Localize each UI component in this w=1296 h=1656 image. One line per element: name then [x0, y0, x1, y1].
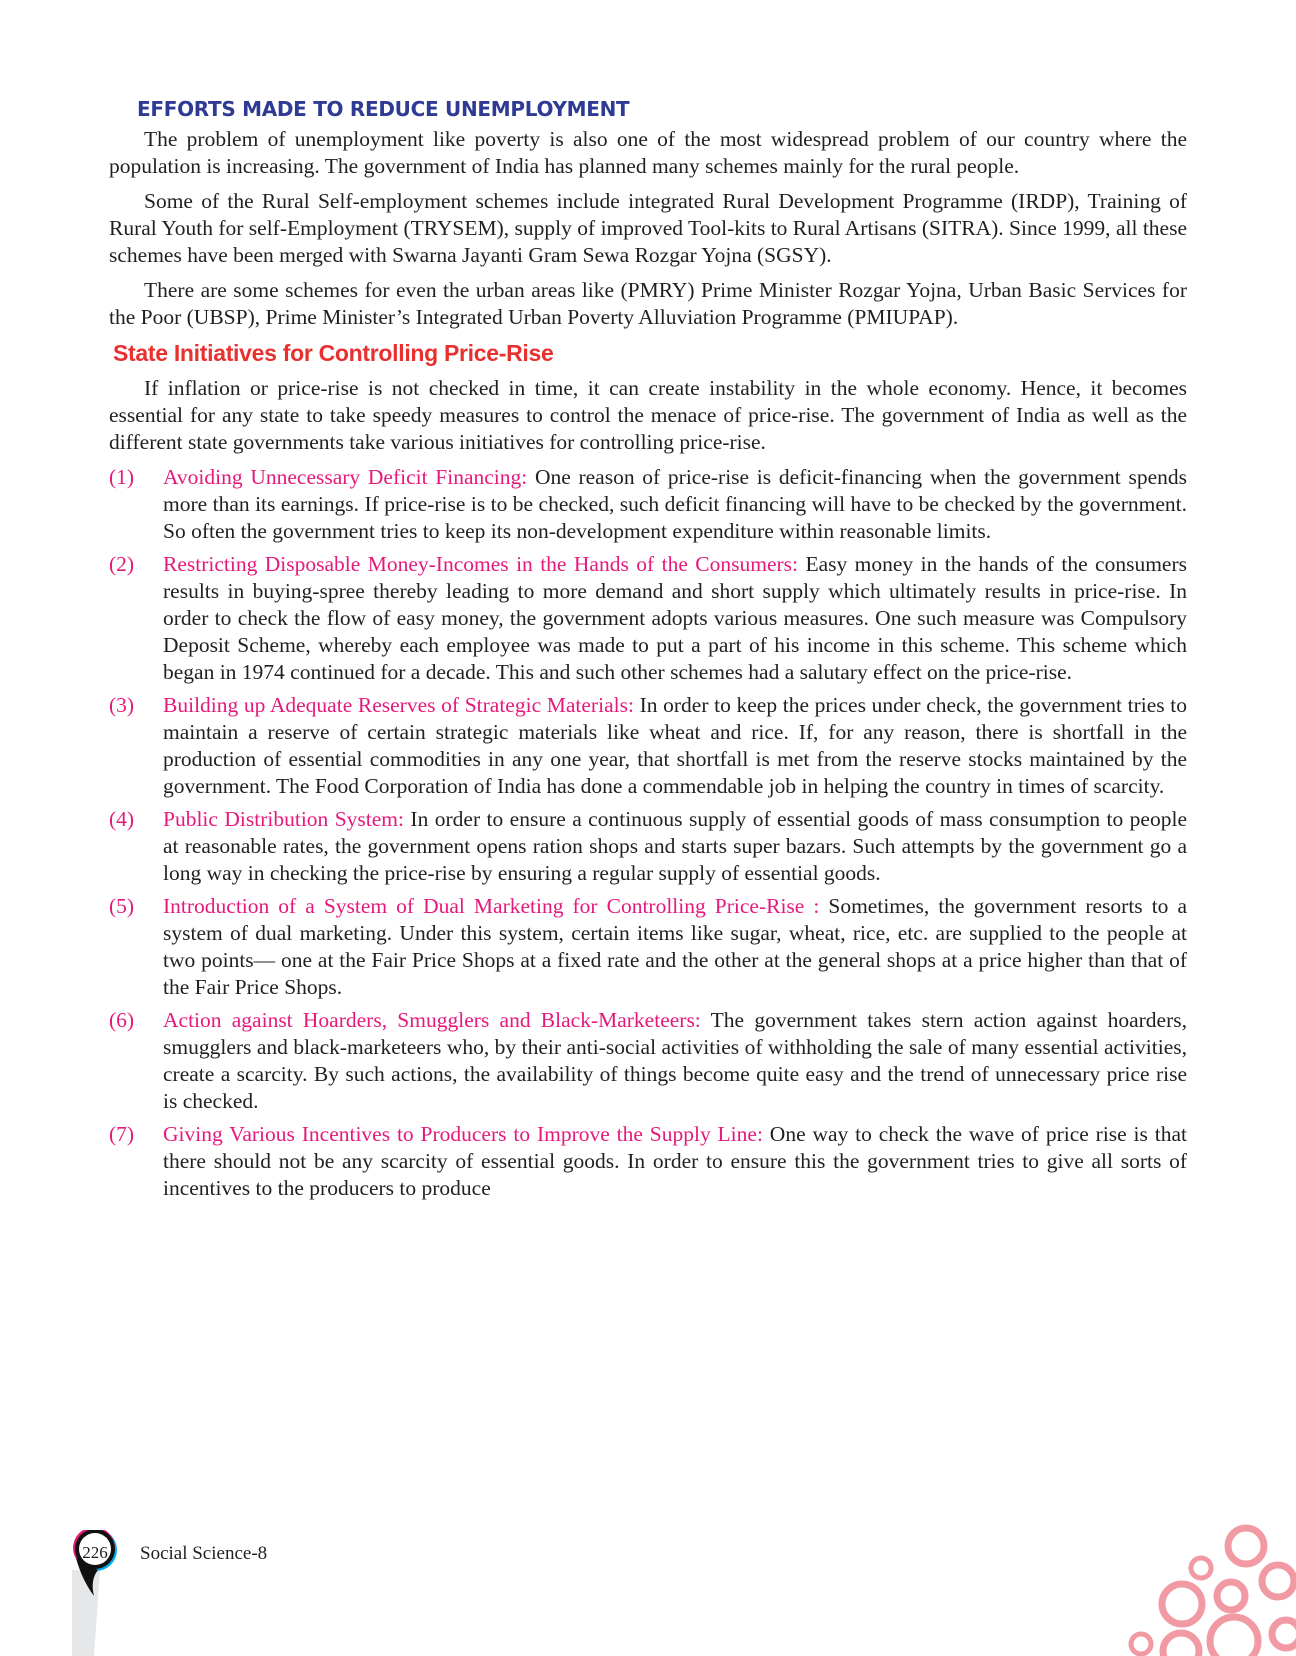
item-number: (1): [109, 465, 135, 489]
item-body: One reason of price-rise is deficit-financing when the government spends more than its earnings. If price-rise is to be checked, such deficit financing will have to be checked by the government. So often the government tries to keep its non-development expenditure within reasonable limits.: [163, 465, 1187, 543]
list-item: [109, 893, 1187, 1001]
list-item: [109, 692, 1187, 800]
paragraph: There are some schemes for even the urban areas like (PMRY) Prime Minister Rozgar Yojna, Urban Basic Services for the Poor (UBSP), Prime Minister’s Integrated Urban Poverty Alluviation Programme (PMIUPAP).: [109, 278, 1187, 329]
item-body: One way to check the wave of price rise is that there should not be any scarcity of essential goods. In order to ensure this the government tries to give all sorts of incentives to the producers to produce: [163, 1122, 1187, 1200]
item-text: [163, 551, 1187, 686]
item-number: (4): [109, 807, 135, 831]
item-lead: Public Distribution System:: [163, 807, 404, 831]
item-body: The government takes stern action against hoarders, smugglers and black-marketeers who, by their anti-social activities of withholding the sale of many essential activities, create a scarcity. By such actions, the availability of things become quite easy and the trend of unnecessary price rise is checked.: [163, 1008, 1187, 1113]
book-title: Social Science-8: [140, 1543, 268, 1564]
list-item: [109, 1121, 1187, 1202]
item-body: In order to ensure a continuous supply of essential goods of mass consumption to people at reasonable rates, the government opens ration shops and starts super bazars. Such attempts by the government go a long way in checking the price-rise by ensuring a regular supply of essential goods.: [163, 807, 1187, 885]
item-number: (3): [109, 693, 135, 717]
section-heading-price-rise: State Initiatives for Controlling Price-Rise: [113, 340, 554, 366]
paragraph-intro: If inflation or price-rise is not checked in time, it can create instability in the whole economy. Hence, it becomes essential for any state to take speedy measures to control the menace of price-rise. The government of India as well as the different state governments take various initiatives for controlling price-rise.: [109, 376, 1187, 454]
list-item: [109, 806, 1187, 887]
item-text: [163, 464, 1187, 545]
item-lead: Restricting Disposable Money-Incomes in the Hands of the Consumers:: [163, 552, 799, 576]
item-lead: Building up Adequate Reserves of Strategic Materials:: [163, 693, 634, 717]
item-lead: Avoiding Unnecessary Deficit Financing:: [163, 465, 528, 489]
item-lead: Introduction of a System of Dual Marketing for Controlling Price-Rise :: [163, 894, 820, 918]
item-body: Easy money in the hands of the consumers results in buying-spree thereby leading to more demand and short supply which ultimately results in price-rise. In order to check the flow of easy money, the government adopts various measures. One such measure was Compulsory Deposit Scheme, whereby each employee was made to put a part of his income in this scheme. This scheme which began in 1974 continued for a decade. This and such other schemes had a salutary effect on the price-rise.: [163, 552, 1187, 684]
section-heading-unemployment: EFFORTS MADE TO REDUCE UNEMPLOYMENT: [137, 97, 630, 121]
item-text: [163, 1121, 1187, 1202]
list-item: [109, 551, 1187, 686]
item-number: (6): [109, 1008, 135, 1032]
item-text: [163, 1007, 1187, 1115]
item-text: [163, 692, 1187, 800]
item-text: [163, 893, 1187, 1001]
item-number: (2): [109, 552, 135, 576]
paragraph: The problem of unemployment like poverty is also one of the most widespread problem of our country where the population is increasing. The government of India has planned many schemes mainly for the rural people.: [109, 127, 1187, 178]
item-text: [163, 806, 1187, 887]
paragraph: Some of the Rural Self-employment schemes include integrated Rural Development Programme (IRDP), Training of Rural Youth for self-Employment (TRYSEM), supply of improved Tool-kits to Rural Artisans (SITRA). Since 1999, all these schemes have been merged with Swarna Jayanti Gram Sewa Rozgar Yojna (SGSY).: [109, 189, 1187, 267]
page-number: 226: [82, 1543, 108, 1562]
item-body: Sometimes, the government resorts to a system of dual marketing. Under this system, certain items like sugar, wheat, rice, etc. are supplied to the people at two points— one at the Fair Price Shops at a fixed rate and the other at the general shops at a price higher than that of the Fair Price Shops.: [163, 894, 1187, 999]
decorative-circles-icon: [1126, 1516, 1296, 1656]
item-number: (7): [109, 1122, 135, 1146]
page-content: [109, 96, 1187, 1208]
item-lead: Giving Various Incentives to Producers to Improve the Supply Line:: [163, 1122, 763, 1146]
item-body: In order to keep the prices under check, the government tries to maintain a reserve of certain strategic materials like wheat and rice. If, for any reason, there is shortfall in the production of essential commodities in any one year, that shortfall is met from the reserve stocks maintained by the government. The Food Corporation of India has done a commendable job in helping the country in times of scarcity.: [163, 693, 1187, 798]
item-lead: Action against Hoarders, Smugglers and Black-Marketeers:: [163, 1008, 701, 1032]
list-item: [109, 464, 1187, 545]
list-item: [109, 1007, 1187, 1115]
initiatives-list: [109, 464, 1187, 1202]
item-number: (5): [109, 894, 135, 918]
